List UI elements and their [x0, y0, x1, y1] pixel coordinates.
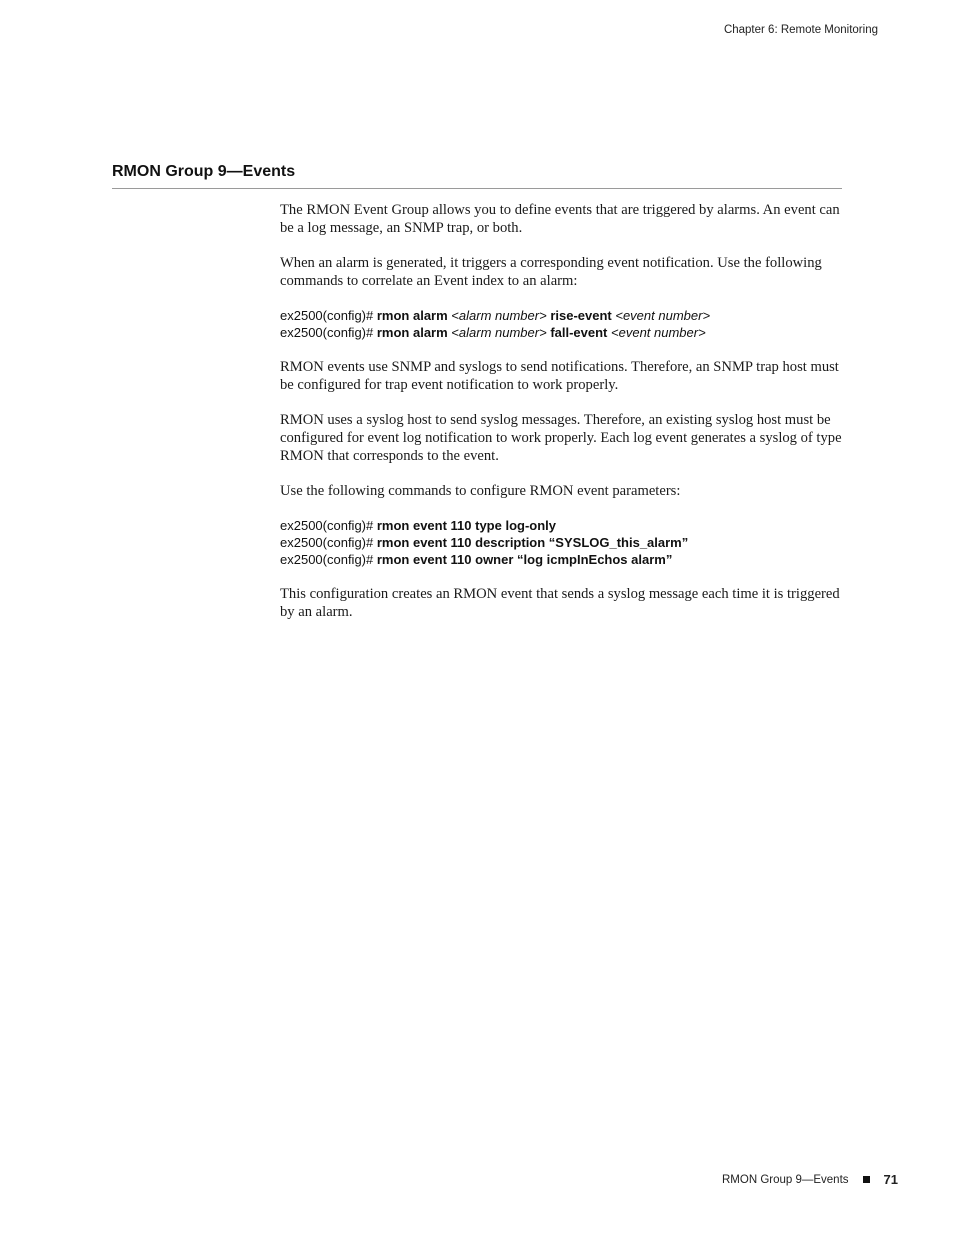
command-argument: <alarm number> — [451, 325, 547, 340]
paragraph-configure: Use the following commands to configure RMON event parameters: — [280, 483, 681, 499]
command-line — [280, 551, 842, 568]
paragraph-snmp: RMON events use SNMP and syslogs to send notifications. Therefore, an SNMP trap host must be configured for trap event notification to work properly. — [280, 359, 839, 393]
alarm-command-block — [280, 307, 842, 341]
bullet-square-icon — [863, 1176, 870, 1183]
command-line — [280, 307, 842, 324]
command-keyword: rmon alarm — [376, 325, 448, 340]
command-argument: <event number> — [615, 308, 711, 323]
command-prompt: ex2500(config)# — [280, 535, 374, 550]
command-keyword: rmon alarm — [376, 308, 448, 323]
page-number: 71 — [883, 1172, 898, 1187]
command-prompt: ex2500(config)# — [280, 552, 374, 567]
command-argument: <event number> — [611, 325, 706, 340]
section-title: RMON Group 9—Events — [112, 163, 296, 180]
command-text: rmon event 110 type log-only — [376, 518, 557, 533]
command-text: rmon event 110 owner “log icmpInEchos alarm” — [376, 552, 673, 567]
command-argument: <alarm number> — [451, 308, 547, 323]
paragraph-alarm-trigger: When an alarm is generated, it triggers a corresponding event notification. Use the following commands to correlate an Event index to an alarm: — [280, 255, 822, 289]
event-command-block — [280, 517, 842, 568]
command-line — [280, 534, 842, 551]
command-keyword: rise-event — [550, 308, 612, 323]
command-prompt: ex2500(config)# — [280, 308, 374, 323]
paragraph-intro: The RMON Event Group allows you to define events that are triggered by alarms. An event can be a log message, an SNMP trap, or both. — [280, 202, 840, 236]
command-text: rmon event 110 description “SYSLOG_this_alarm” — [376, 535, 689, 550]
running-footer — [722, 1172, 898, 1187]
command-prompt: ex2500(config)# — [280, 518, 374, 533]
command-line — [280, 324, 842, 341]
paragraph-summary: This configuration creates an RMON event that sends a syslog message each time it is triggered by an alarm. — [280, 586, 840, 620]
footer-section: RMON Group 9—Events — [721, 1173, 849, 1186]
paragraph-syslog: RMON uses a syslog host to send syslog messages. Therefore, an existing syslog host must be configured for event log notification to work properly. Each log event generates a syslog of type RMON that corresponds to the event. — [280, 412, 842, 464]
command-line — [280, 517, 842, 534]
body-content — [280, 201, 842, 638]
command-prompt: ex2500(config)# — [280, 325, 374, 340]
section-rule — [112, 188, 842, 189]
command-keyword: fall-event — [550, 325, 608, 340]
running-header: Chapter 6: Remote Monitoring — [723, 24, 878, 36]
